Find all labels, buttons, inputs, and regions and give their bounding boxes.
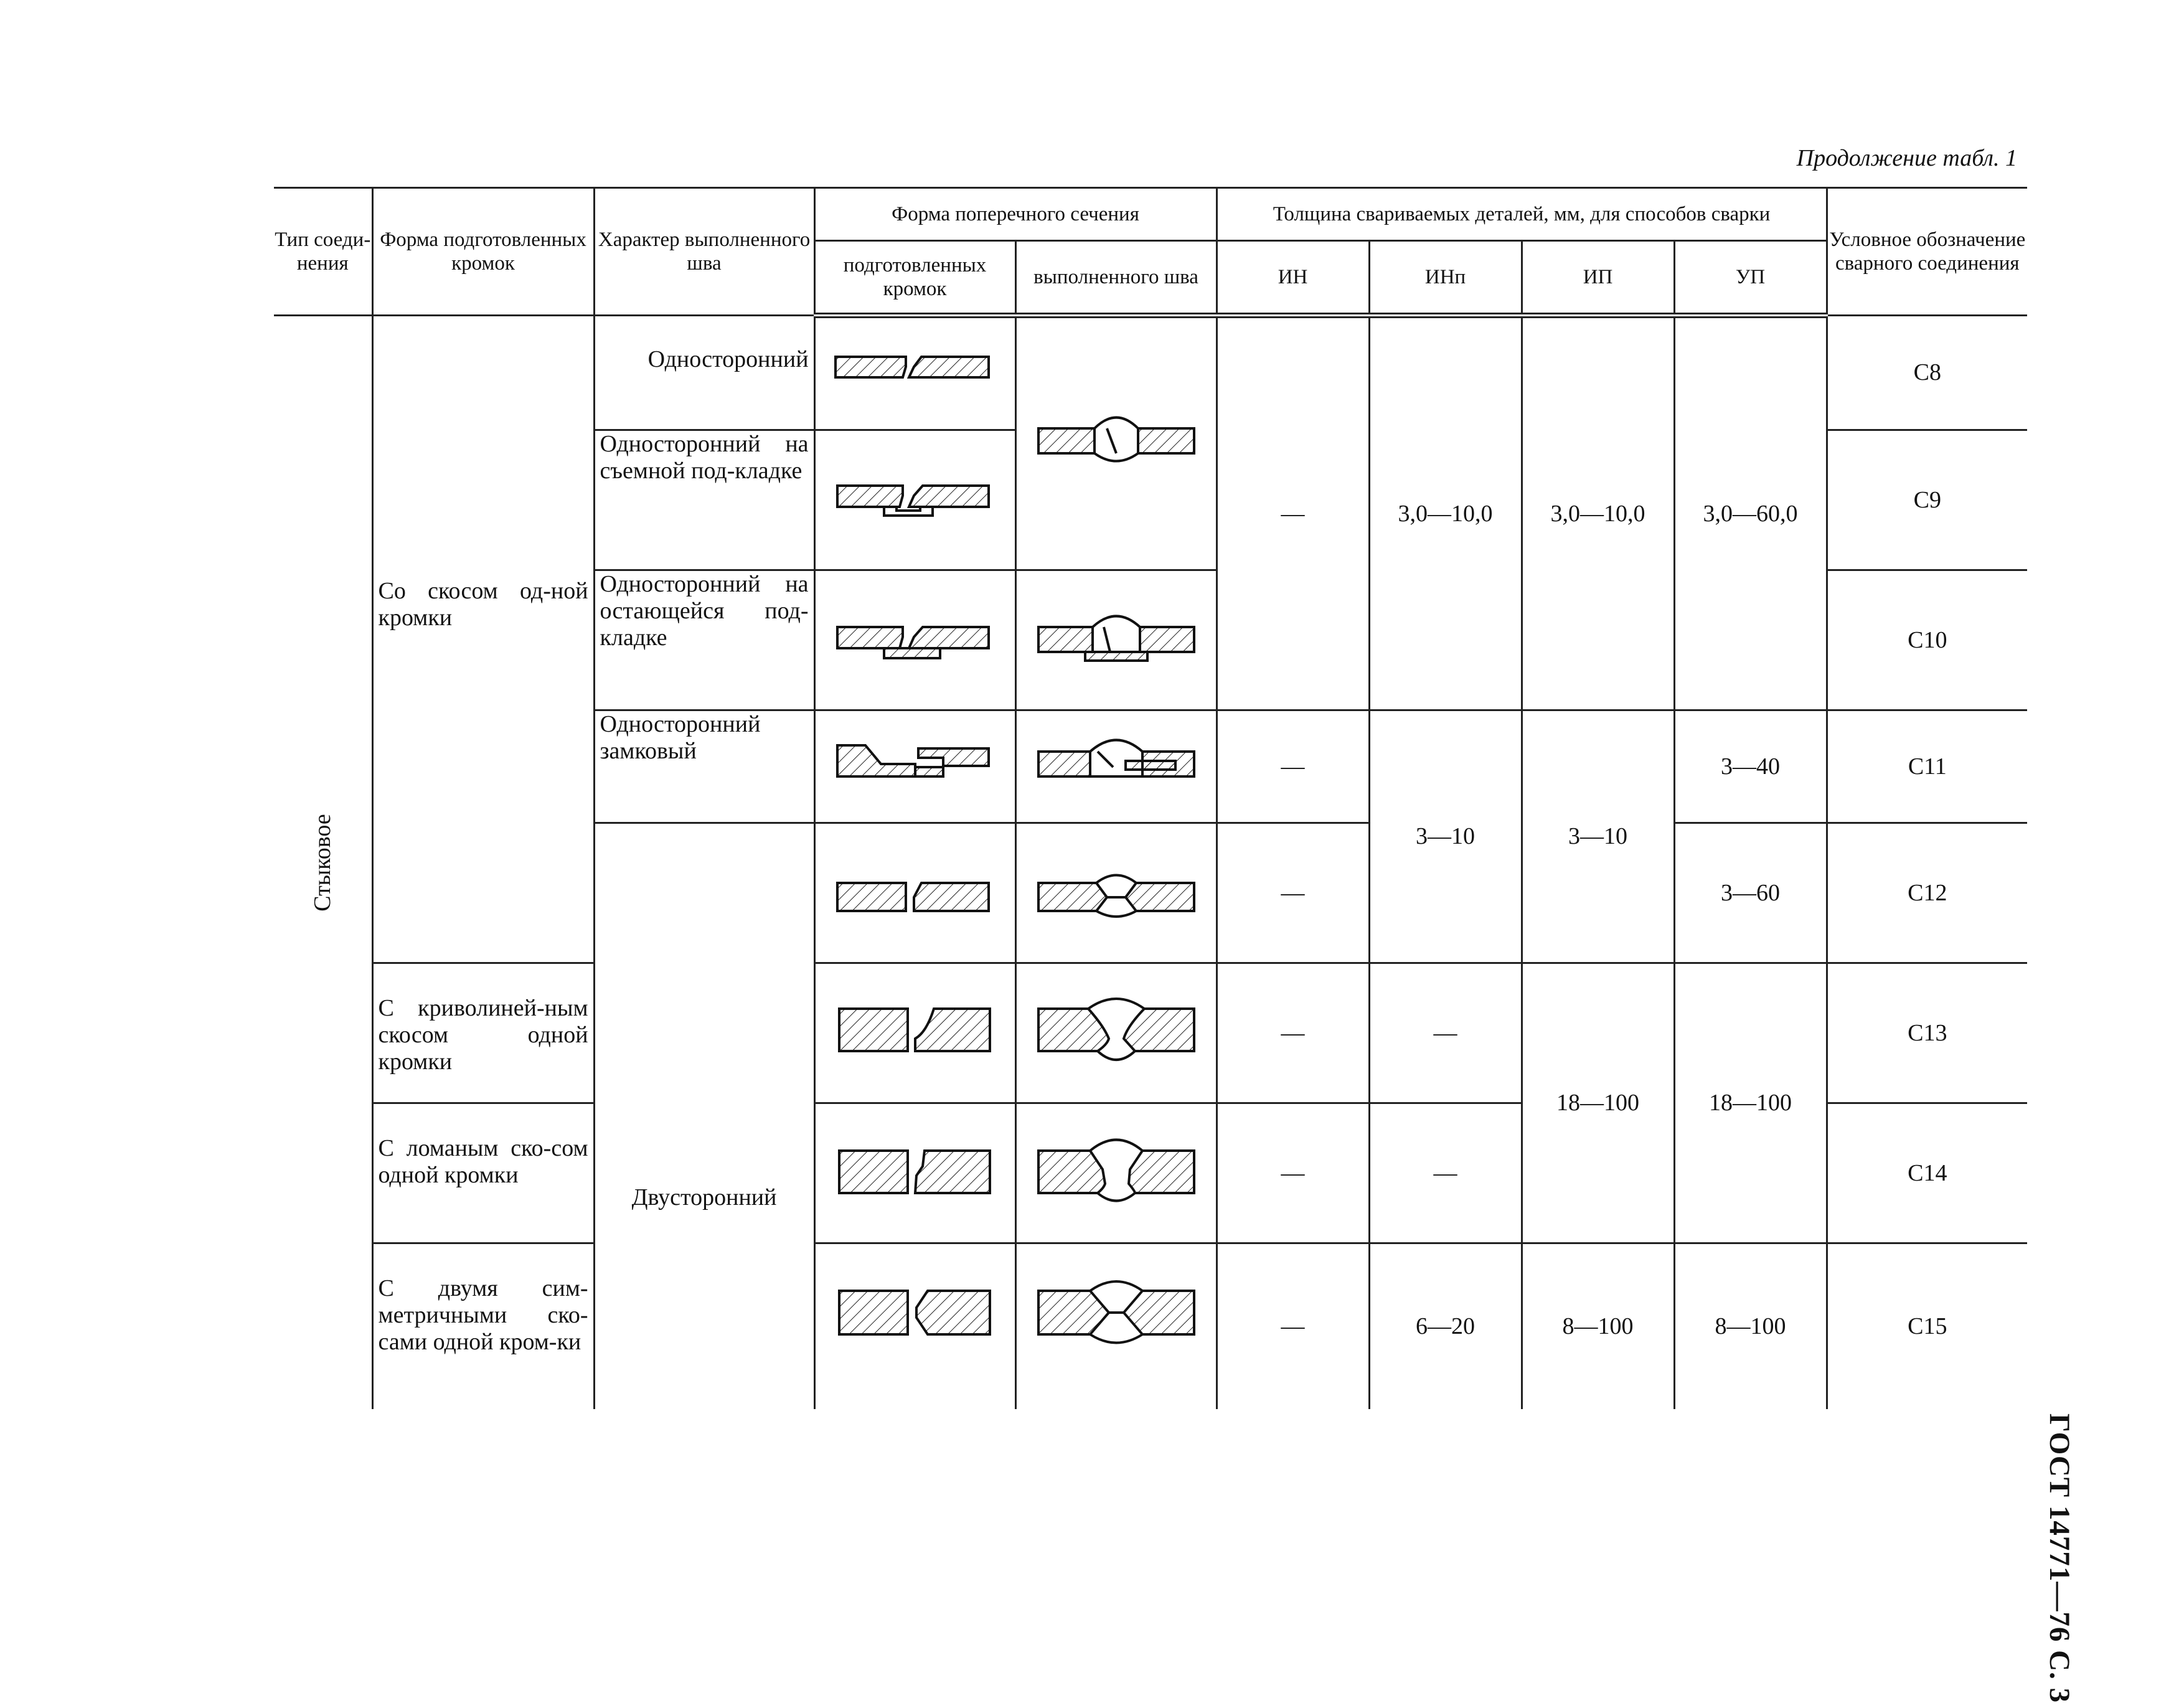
header-cross-section: Форма поперечного сечения — [814, 188, 1217, 241]
form-double-bevel: С двумя сим-метричными ско-сами одной кром-ки — [372, 1243, 594, 1410]
header-prepared-edges: подготовленных кромок — [814, 241, 1015, 316]
header-method-inp: ИНп — [1369, 241, 1522, 316]
prepared-edges-drawing-c8 — [814, 316, 1015, 430]
header-thickness: Толщина свариваемых деталей, мм, для способов сварки — [1217, 188, 1827, 241]
header-method-ip: ИП — [1522, 241, 1674, 316]
header-joint-type: Тип соеди-нения — [274, 188, 372, 316]
header-edge-form: Форма подготовленных кромок — [372, 188, 594, 316]
completed-weld-drawing-c15 — [1015, 1243, 1217, 1410]
character-one-sided-lock: Односторонний замковый — [594, 710, 814, 823]
joint-type-label: Стыковое — [309, 814, 336, 912]
completed-weld-drawing-c8-c9 — [1015, 316, 1217, 570]
document-page-label: ГОСТ 14771—76 С. 3 — [2043, 1413, 2076, 1703]
character-one-sided-removable: Односторонний на съемной под-кладке — [594, 430, 814, 570]
header-method-up: УП — [1674, 241, 1827, 316]
completed-weld-drawing-c13 — [1015, 963, 1217, 1103]
code-c14: С14 — [1827, 1103, 2027, 1243]
value-c14-inp: — — [1369, 1103, 1522, 1243]
character-two-sided: Двусторонний — [594, 823, 814, 1410]
table-continuation-caption: Продолжение табл. 1 — [1796, 145, 2017, 171]
code-c8: С8 — [1827, 316, 2027, 430]
value-c11-in: — — [1217, 710, 1369, 823]
completed-weld-drawing-c12 — [1015, 823, 1217, 963]
prepared-edges-drawing-c9 — [814, 430, 1015, 570]
code-c13: С13 — [1827, 963, 2027, 1103]
value-c8-10-ip: 3,0—10,0 — [1522, 316, 1674, 710]
value-c15-up: 8—100 — [1674, 1243, 1827, 1410]
prepared-edges-drawing-c15 — [814, 1243, 1015, 1410]
value-c8-10-in: — — [1217, 316, 1369, 710]
value-c13-inp: — — [1369, 963, 1522, 1103]
value-c15-in: — — [1217, 1243, 1369, 1410]
value-c13-14-ip: 18—100 — [1522, 963, 1674, 1243]
completed-weld-drawing-c14 — [1015, 1103, 1217, 1243]
form-single-bevel — [372, 316, 594, 963]
value-c11-12-inp: 3—10 — [1369, 710, 1522, 963]
value-c8-10-inp: 3,0—10,0 — [1369, 316, 1522, 710]
value-c13-in: — — [1217, 963, 1369, 1103]
code-c11: С11 — [1827, 710, 2027, 823]
character-one-sided-remaining: Односторонний на остающейся под-кладке — [594, 570, 814, 710]
code-c10: С10 — [1827, 570, 2027, 710]
value-c11-up: 3—40 — [1674, 710, 1827, 823]
value-c15-inp: 6—20 — [1369, 1243, 1522, 1410]
code-c12: С12 — [1827, 823, 2027, 963]
value-c15-ip: 8—100 — [1522, 1243, 1674, 1410]
code-c15: С15 — [1827, 1243, 2027, 1410]
code-c9: С9 — [1827, 430, 2027, 570]
prepared-edges-drawing-c12 — [814, 823, 1015, 963]
prepared-edges-drawing-c11 — [814, 710, 1015, 823]
joint-type-cell — [274, 316, 372, 1410]
welded-joints-table — [274, 187, 2027, 1409]
prepared-edges-drawing-c13 — [814, 963, 1015, 1103]
form-curved-bevel: С криволиней-ным скосом одной кромки — [372, 963, 594, 1103]
completed-weld-drawing-c10 — [1015, 570, 1217, 710]
header-designation: Условное обозначение сварного соединения — [1827, 188, 2027, 316]
character-one-sided: Односторонний — [594, 316, 814, 430]
value-c14-in: — — [1217, 1103, 1369, 1243]
value-c13-14-up: 18—100 — [1674, 963, 1827, 1243]
completed-weld-drawing-c11 — [1015, 710, 1217, 823]
prepared-edges-drawing-c14 — [814, 1103, 1015, 1243]
header-completed-weld: выполненного шва — [1015, 241, 1217, 316]
form-broken-bevel: С ломаным ско-сом одной кромки — [372, 1103, 594, 1243]
value-c12-up: 3—60 — [1674, 823, 1827, 963]
prepared-edges-drawing-c10 — [814, 570, 1015, 710]
form-single-bevel-text: Со скосом од-ной кромки — [378, 578, 588, 631]
header-method-in: ИН — [1217, 241, 1369, 316]
value-c12-in: — — [1217, 823, 1369, 963]
value-c8-10-up: 3,0—60,0 — [1674, 316, 1827, 710]
header-weld-character: Характер выполненного шва — [594, 188, 814, 316]
value-c11-12-ip: 3—10 — [1522, 710, 1674, 963]
